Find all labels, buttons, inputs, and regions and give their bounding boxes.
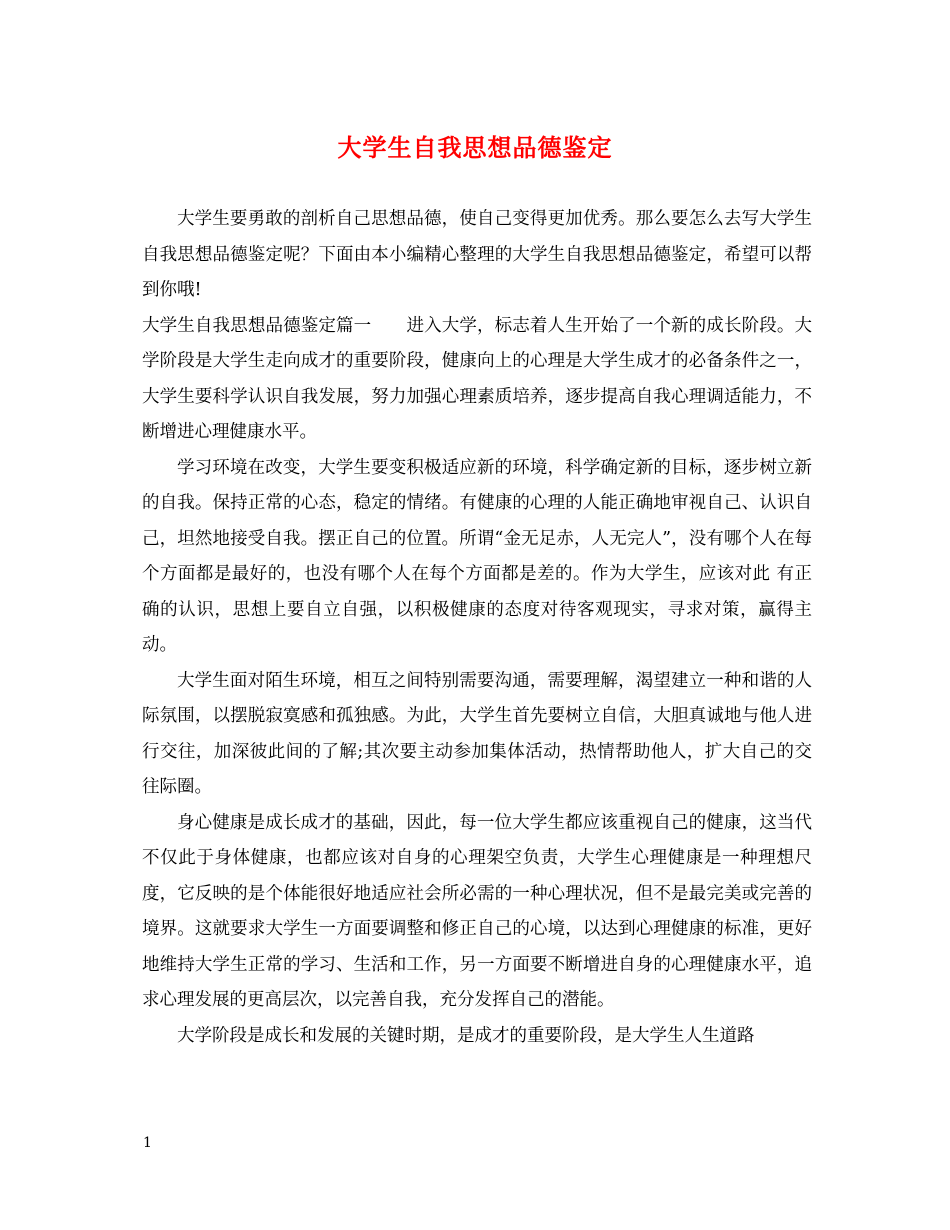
section-paragraph (142, 309, 812, 451)
section-first-text: 进入大学，标志着人生开始了一个新的成长阶段。大学阶段是大学生走向成才的重要阶段，健康向上的心理是大学生成才的必备条件之一，大学生要科学认识自我发展，努力加强心理素质培养，逐步提高自我心理调适能力，不断增进心理健康水平。 (142, 315, 813, 442)
body-paragraph: 大学生面对陌生环境，相互之间特别需要沟通，需要理解，渴望建立一种和谐的人际氛围，以摆脱寂寞感和孤独感。为此，大学生首先要树立自信，大胆真诚地与他人进行交往，加深彼此间的了解;其次要主动参加集体活动，热情帮助他人，扩大自己的交往际圈。 (142, 670, 812, 797)
body-paragraph: 学习环境在改变，大学生要变积极适应新的环境，科学确定新的目标，逐步树立新的自我。保持正常的心态，稳定的情绪。有健康的心理的人能正确地审视自己、认识自己，坦然地接受自我。摆正自己的位置。所谓“金无足赤，人无完人”，没有哪个人在每个方面都是最好的，也没有哪个人在每个方面都是差的。作为大学生，应该对此 有正确的认识，思想上要自立自强，以积极健康的态度对待客观现实，寻求对策，赢得主动。 (142, 457, 812, 655)
document-title: 大学生自我思想品德鉴定 (337, 133, 613, 162)
intro-paragraph: 大学生要勇敢的剖析自己思想品德，使自己变得更加优秀。那么要怎么去写大学生自我思想品德鉴定呢？下面由本小编精心整理的大学生自我思想品德鉴定，希望可以帮到你哦! (142, 209, 812, 300)
section-heading: 大学生自我思想品德鉴定篇一 (142, 315, 372, 336)
document-body (142, 202, 812, 1054)
page-number: 1 (143, 1135, 152, 1151)
body-paragraph: 身心健康是成长成才的基础，因此，每一位大学生都应该重视自己的健康，这当代不仅此于身体健康，也都应该对自身的心理架空负责，大学生心理健康是一种理想尺度，它反映的是个体能很好地适应社会所必需的一种心理状况，但不是最完美或完善的境界。这就要求大学生一方面要调整和修正自己的心境，以达到心理健康的标准，更好地维持大学生正常的学习、生活和工作，另一方面要不断增进自身的心理健康水平，追求心理发展的更高层次，以完善自我，充分发挥自己的潜能。 (142, 812, 812, 1010)
body-paragraph: 大学阶段是成长和发展的关键时期，是成才的重要阶段，是大学生人生道路 (177, 1025, 755, 1046)
